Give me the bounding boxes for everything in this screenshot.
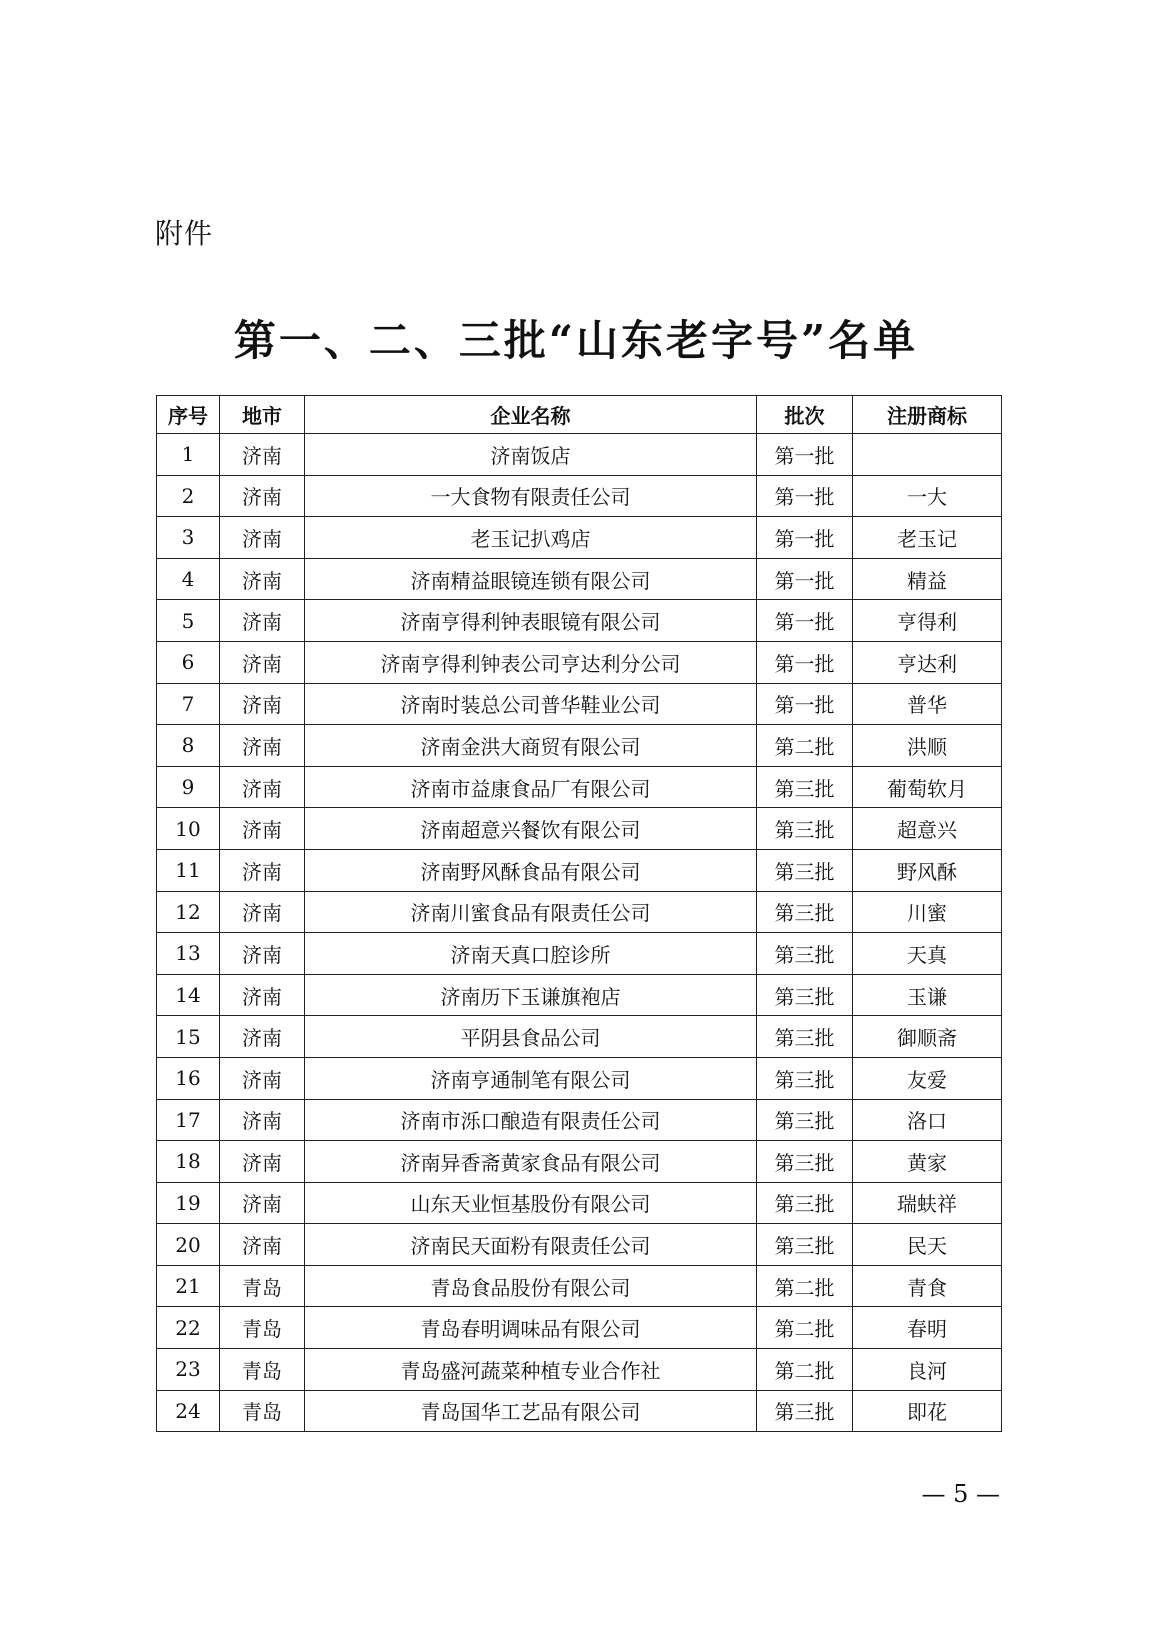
header-batch: 批次 <box>757 396 853 434</box>
cell-serial-number: 18 <box>157 1141 220 1183</box>
cell-enterprise-name: 青岛盛河蔬菜种植专业合作社 <box>305 1349 757 1391</box>
cell-batch: 第三批 <box>757 891 853 933</box>
cell-batch: 第三批 <box>757 1182 853 1224</box>
header-enterprise-name: 企业名称 <box>305 396 757 434</box>
table-row <box>157 1016 1002 1058</box>
cell-batch: 第三批 <box>757 1099 853 1141</box>
cell-batch: 第三批 <box>757 766 853 808</box>
cell-city: 济南 <box>220 434 305 476</box>
cell-trademark: 洛口 <box>853 1099 1002 1141</box>
cell-batch: 第一批 <box>757 641 853 683</box>
cell-serial-number: 24 <box>157 1390 220 1432</box>
cell-trademark: 良河 <box>853 1349 1002 1391</box>
cell-enterprise-name: 济南民天面粉有限责任公司 <box>305 1224 757 1266</box>
cell-serial-number: 10 <box>157 808 220 850</box>
cell-serial-number: 6 <box>157 641 220 683</box>
table-row <box>157 1182 1002 1224</box>
cell-serial-number: 15 <box>157 1016 220 1058</box>
cell-enterprise-name: 济南野风酥食品有限公司 <box>305 849 757 891</box>
cell-trademark: 川蜜 <box>853 891 1002 933</box>
cell-serial-number: 1 <box>157 434 220 476</box>
cell-serial-number: 23 <box>157 1349 220 1391</box>
cell-city: 济南 <box>220 849 305 891</box>
cell-batch: 第三批 <box>757 1224 853 1266</box>
cell-city: 济南 <box>220 1224 305 1266</box>
cell-trademark: 春明 <box>853 1307 1002 1349</box>
cell-serial-number: 9 <box>157 766 220 808</box>
cell-enterprise-name: 济南饭店 <box>305 434 757 476</box>
cell-trademark: 瑞蚨祥 <box>853 1182 1002 1224</box>
page-number: — 5 — <box>921 1480 1000 1508</box>
cell-city: 济南 <box>220 808 305 850</box>
cell-enterprise-name: 青岛食品股份有限公司 <box>305 1265 757 1307</box>
cell-city: 济南 <box>220 974 305 1016</box>
cell-batch: 第三批 <box>757 849 853 891</box>
cell-enterprise-name: 青岛国华工艺品有限公司 <box>305 1390 757 1432</box>
cell-trademark: 洪顺 <box>853 725 1002 767</box>
cell-trademark: 即花 <box>853 1390 1002 1432</box>
cell-trademark: 一大 <box>853 475 1002 517</box>
cell-trademark: 普华 <box>853 683 1002 725</box>
table-row <box>157 1141 1002 1183</box>
table-row <box>157 974 1002 1016</box>
table-body <box>157 434 1002 1432</box>
cell-serial-number: 8 <box>157 725 220 767</box>
cell-trademark: 超意兴 <box>853 808 1002 850</box>
cell-enterprise-name: 济南时装总公司普华鞋业公司 <box>305 683 757 725</box>
cell-enterprise-name: 青岛春明调味品有限公司 <box>305 1307 757 1349</box>
brand-list-table <box>156 395 1002 1432</box>
table-row <box>157 600 1002 642</box>
cell-batch: 第二批 <box>757 1265 853 1307</box>
cell-batch: 第三批 <box>757 1057 853 1099</box>
cell-enterprise-name: 济南亨得利钟表眼镜有限公司 <box>305 600 757 642</box>
cell-enterprise-name: 济南金洪大商贸有限公司 <box>305 725 757 767</box>
table-row <box>157 558 1002 600</box>
cell-enterprise-name: 平阴县食品公司 <box>305 1016 757 1058</box>
cell-trademark: 老玉记 <box>853 517 1002 559</box>
cell-trademark: 御顺斋 <box>853 1016 1002 1058</box>
cell-enterprise-name: 济南亨得利钟表公司亨达利分公司 <box>305 641 757 683</box>
table-row <box>157 641 1002 683</box>
cell-enterprise-name: 济南市泺口酿造有限责任公司 <box>305 1099 757 1141</box>
cell-city: 济南 <box>220 933 305 975</box>
cell-enterprise-name: 一大食物有限责任公司 <box>305 475 757 517</box>
cell-city: 青岛 <box>220 1349 305 1391</box>
cell-batch: 第三批 <box>757 933 853 975</box>
cell-serial-number: 14 <box>157 974 220 1016</box>
attachment-label: 附件 <box>155 217 214 250</box>
cell-trademark: 天真 <box>853 933 1002 975</box>
cell-city: 济南 <box>220 517 305 559</box>
cell-city: 济南 <box>220 1099 305 1141</box>
table-row <box>157 1099 1002 1141</box>
cell-serial-number: 17 <box>157 1099 220 1141</box>
cell-serial-number: 3 <box>157 517 220 559</box>
cell-serial-number: 12 <box>157 891 220 933</box>
table-row <box>157 849 1002 891</box>
table-row <box>157 1390 1002 1432</box>
table-header-row <box>157 396 1002 434</box>
cell-trademark: 亨达利 <box>853 641 1002 683</box>
cell-batch: 第二批 <box>757 1349 853 1391</box>
table-row <box>157 725 1002 767</box>
cell-trademark: 野风酥 <box>853 849 1002 891</box>
header-city: 地市 <box>220 396 305 434</box>
header-trademark: 注册商标 <box>853 396 1002 434</box>
cell-batch: 第二批 <box>757 1307 853 1349</box>
table-row <box>157 891 1002 933</box>
cell-city: 济南 <box>220 766 305 808</box>
cell-trademark: 亨得利 <box>853 600 1002 642</box>
cell-enterprise-name: 济南市益康食品厂有限公司 <box>305 766 757 808</box>
cell-batch: 第一批 <box>757 600 853 642</box>
cell-trademark: 青食 <box>853 1265 1002 1307</box>
cell-city: 济南 <box>220 1182 305 1224</box>
cell-batch: 第三批 <box>757 1016 853 1058</box>
cell-trademark: 民天 <box>853 1224 1002 1266</box>
cell-serial-number: 19 <box>157 1182 220 1224</box>
cell-city: 济南 <box>220 1057 305 1099</box>
cell-city: 济南 <box>220 683 305 725</box>
cell-serial-number: 7 <box>157 683 220 725</box>
cell-city: 济南 <box>220 558 305 600</box>
cell-batch: 第三批 <box>757 808 853 850</box>
table-row <box>157 1057 1002 1099</box>
cell-batch: 第三批 <box>757 1390 853 1432</box>
cell-serial-number: 21 <box>157 1265 220 1307</box>
cell-batch: 第一批 <box>757 683 853 725</box>
cell-trademark <box>853 434 1002 476</box>
cell-batch: 第一批 <box>757 558 853 600</box>
cell-enterprise-name: 济南精益眼镜连锁有限公司 <box>305 558 757 600</box>
cell-city: 济南 <box>220 891 305 933</box>
cell-batch: 第一批 <box>757 434 853 476</box>
table-row <box>157 683 1002 725</box>
cell-trademark: 葡萄软月 <box>853 766 1002 808</box>
cell-city: 青岛 <box>220 1265 305 1307</box>
cell-city: 济南 <box>220 475 305 517</box>
cell-city: 青岛 <box>220 1390 305 1432</box>
cell-batch: 第三批 <box>757 1141 853 1183</box>
cell-city: 济南 <box>220 1016 305 1058</box>
table-row <box>157 1307 1002 1349</box>
cell-enterprise-name: 济南异香斋黄家食品有限公司 <box>305 1141 757 1183</box>
table-row <box>157 475 1002 517</box>
cell-batch: 第二批 <box>757 725 853 767</box>
cell-serial-number: 16 <box>157 1057 220 1099</box>
cell-batch: 第一批 <box>757 475 853 517</box>
cell-serial-number: 2 <box>157 475 220 517</box>
cell-enterprise-name: 济南历下玉谦旗袍店 <box>305 974 757 1016</box>
page-title: 第一、二、三批“山东老字号”名单 <box>233 316 919 365</box>
table-row <box>157 517 1002 559</box>
cell-enterprise-name: 济南川蜜食品有限责任公司 <box>305 891 757 933</box>
cell-enterprise-name: 济南亨通制笔有限公司 <box>305 1057 757 1099</box>
cell-trademark: 友爱 <box>853 1057 1002 1099</box>
cell-city: 济南 <box>220 725 305 767</box>
cell-serial-number: 13 <box>157 933 220 975</box>
table-row <box>157 808 1002 850</box>
cell-city: 济南 <box>220 641 305 683</box>
cell-enterprise-name: 济南超意兴餐饮有限公司 <box>305 808 757 850</box>
table-row <box>157 766 1002 808</box>
cell-batch: 第一批 <box>757 517 853 559</box>
cell-serial-number: 5 <box>157 600 220 642</box>
cell-enterprise-name: 济南天真口腔诊所 <box>305 933 757 975</box>
cell-city: 青岛 <box>220 1307 305 1349</box>
table-row <box>157 434 1002 476</box>
table-row <box>157 1224 1002 1266</box>
cell-enterprise-name: 老玉记扒鸡店 <box>305 517 757 559</box>
cell-serial-number: 22 <box>157 1307 220 1349</box>
cell-trademark: 精益 <box>853 558 1002 600</box>
table-row <box>157 1265 1002 1307</box>
cell-city: 济南 <box>220 1141 305 1183</box>
header-serial-number: 序号 <box>157 396 220 434</box>
cell-enterprise-name: 山东天业恒基股份有限公司 <box>305 1182 757 1224</box>
cell-trademark: 玉谦 <box>853 974 1002 1016</box>
cell-batch: 第三批 <box>757 974 853 1016</box>
cell-serial-number: 4 <box>157 558 220 600</box>
cell-city: 济南 <box>220 600 305 642</box>
table-row <box>157 1349 1002 1391</box>
cell-trademark: 黄家 <box>853 1141 1002 1183</box>
cell-serial-number: 11 <box>157 849 220 891</box>
table-row <box>157 933 1002 975</box>
cell-serial-number: 20 <box>157 1224 220 1266</box>
